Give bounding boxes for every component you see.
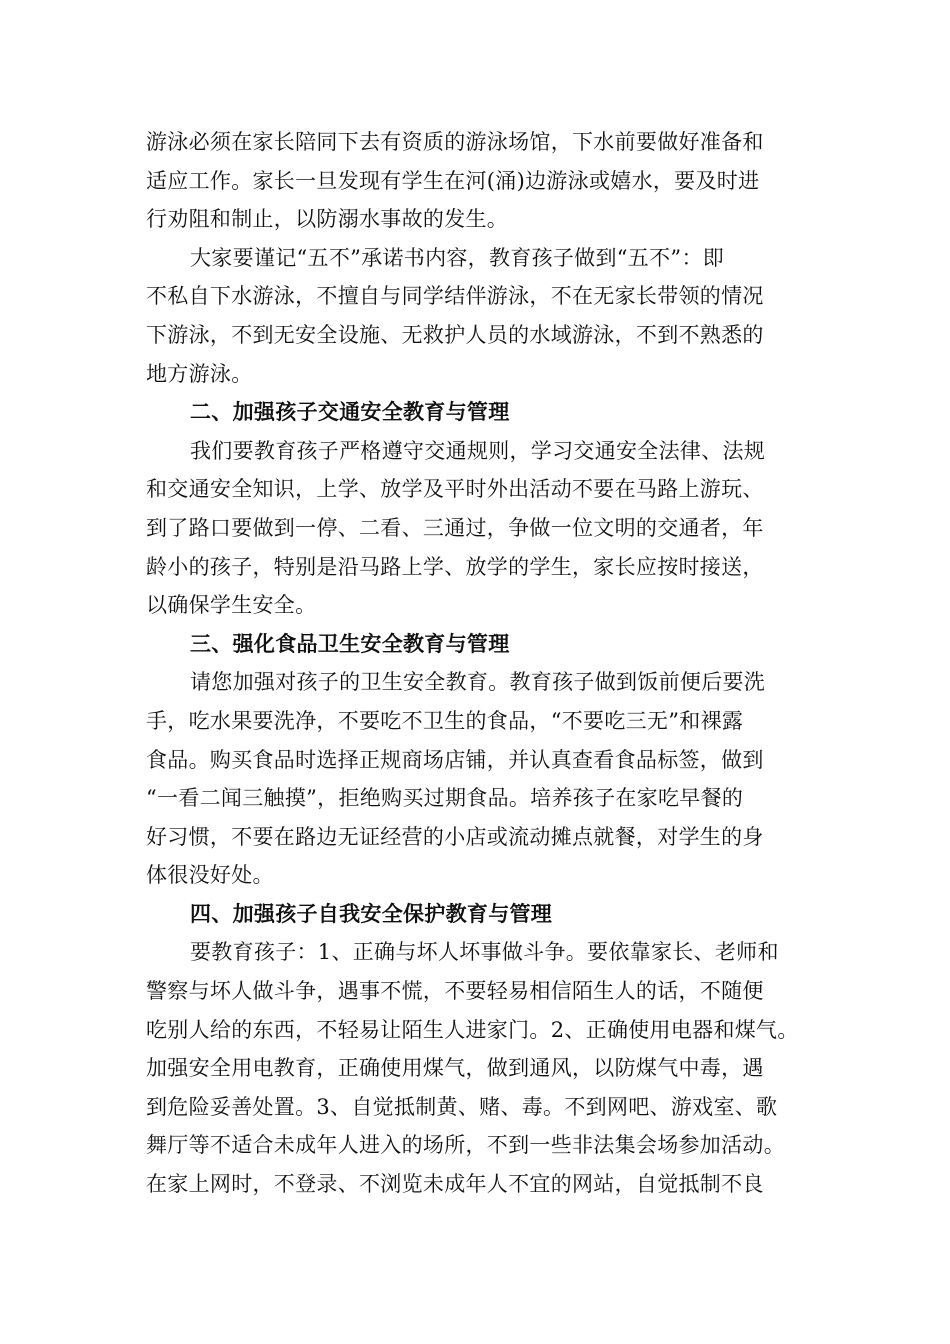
paragraph-line: 行劝阻和制止，以防溺水事故的发生。 (146, 207, 509, 232)
paragraph-line: 以确保学生安全。 (146, 593, 317, 618)
paragraph-line: 到危险妥善处置。3、自觉抵制黄、赌、毒。不到网吧、游戏室、歌 (146, 1094, 778, 1119)
section-heading (146, 393, 806, 432)
paragraph-line: 食品。购买食品时选择正规商场店铺，并认真查看食品标签，做到 (146, 747, 764, 772)
paragraph-line: 警察与坏人做斗争，遇事不慌，不要轻易相信陌生人的话，不随便 (146, 979, 764, 1004)
paragraph-line: 手，吃水果要洗净，不要吃不卫生的食品，“不要吃三无”和裸露 (146, 708, 744, 733)
heading-text: 二、加强孩子交通安全教育与管理 (190, 399, 510, 425)
paragraph-line: 不私自下水游泳，不擅自与同学结伴游泳，不在无家长带领的情况 (146, 284, 764, 309)
section-heading (146, 895, 806, 934)
paragraph-line: 加强安全用电教育，正确使用煤气，做到通风，以防煤气中毒，遇 (146, 1056, 764, 1081)
paragraph-line: “一看二闻三触摸”，拒绝购买过期食品。培养孩子在家吃早餐的 (146, 786, 744, 811)
paragraph-line: 要教育孩子：1、正确与坏人坏事做斗争。要依靠家长、老师和 (190, 940, 779, 965)
paragraph-line: 在家上网时，不登录、不浏览未成年人不宜的网站，自觉抵制不良 (146, 1172, 764, 1197)
paragraph-line: 好习惯，不要在路边无证经营的小店或流动摊点就餐，对学生的身 (146, 824, 764, 849)
paragraph (146, 432, 806, 625)
paragraph-line: 和交通安全知识，上学、放学及平时外出活动不要在马路上游玩、 (146, 477, 764, 502)
paragraph-line: 吃别人给的东西，不轻易让陌生人进家门。2、正确使用电器和煤气。 (146, 1017, 799, 1042)
paragraph (146, 663, 806, 895)
paragraph-line: 请您加强对孩子的卫生安全教育。教育孩子做到饭前便后要洗 (190, 670, 766, 695)
paragraph-line: 龄小的孩子，特别是沿马路上学、放学的学生，家长应按时接送， (146, 554, 764, 579)
paragraph (146, 123, 806, 239)
paragraph-line: 大家要谨记“五不”承诺书内容，教育孩子做到“五不”：即 (190, 245, 725, 270)
paragraph (146, 239, 806, 393)
paragraph-line: 体很没好处。 (146, 863, 274, 888)
paragraph-line: 地方游泳。 (146, 361, 253, 386)
paragraph-line: 到了路口要做到一停、二看、三通过，争做一位文明的交通者，年 (146, 515, 764, 540)
paragraph-line: 我们要教育孩子严格遵守交通规则，学习交通安全法律、法规 (190, 438, 766, 463)
paragraph (146, 933, 806, 1203)
document-body (146, 123, 806, 1204)
section-heading (146, 625, 806, 664)
heading-text: 三、强化食品卫生安全教育与管理 (190, 630, 510, 656)
paragraph-line: 游泳必须在家长陪同下去有资质的游泳场馆，下水前要做好准备和 (146, 130, 764, 154)
paragraph-line: 舞厅等不适合未成年人进入的场所，不到一些非法集会场参加活动。 (146, 1133, 785, 1158)
paragraph-line: 适应工作。家长一旦发现有学生在河(涌)边游泳或嬉水，要及时进 (146, 168, 760, 193)
heading-text: 四、加强孩子自我安全保护教育与管理 (190, 900, 553, 926)
paragraph-line: 下游泳，不到无安全设施、无救护人员的水域游泳，不到不熟悉的 (146, 322, 764, 347)
